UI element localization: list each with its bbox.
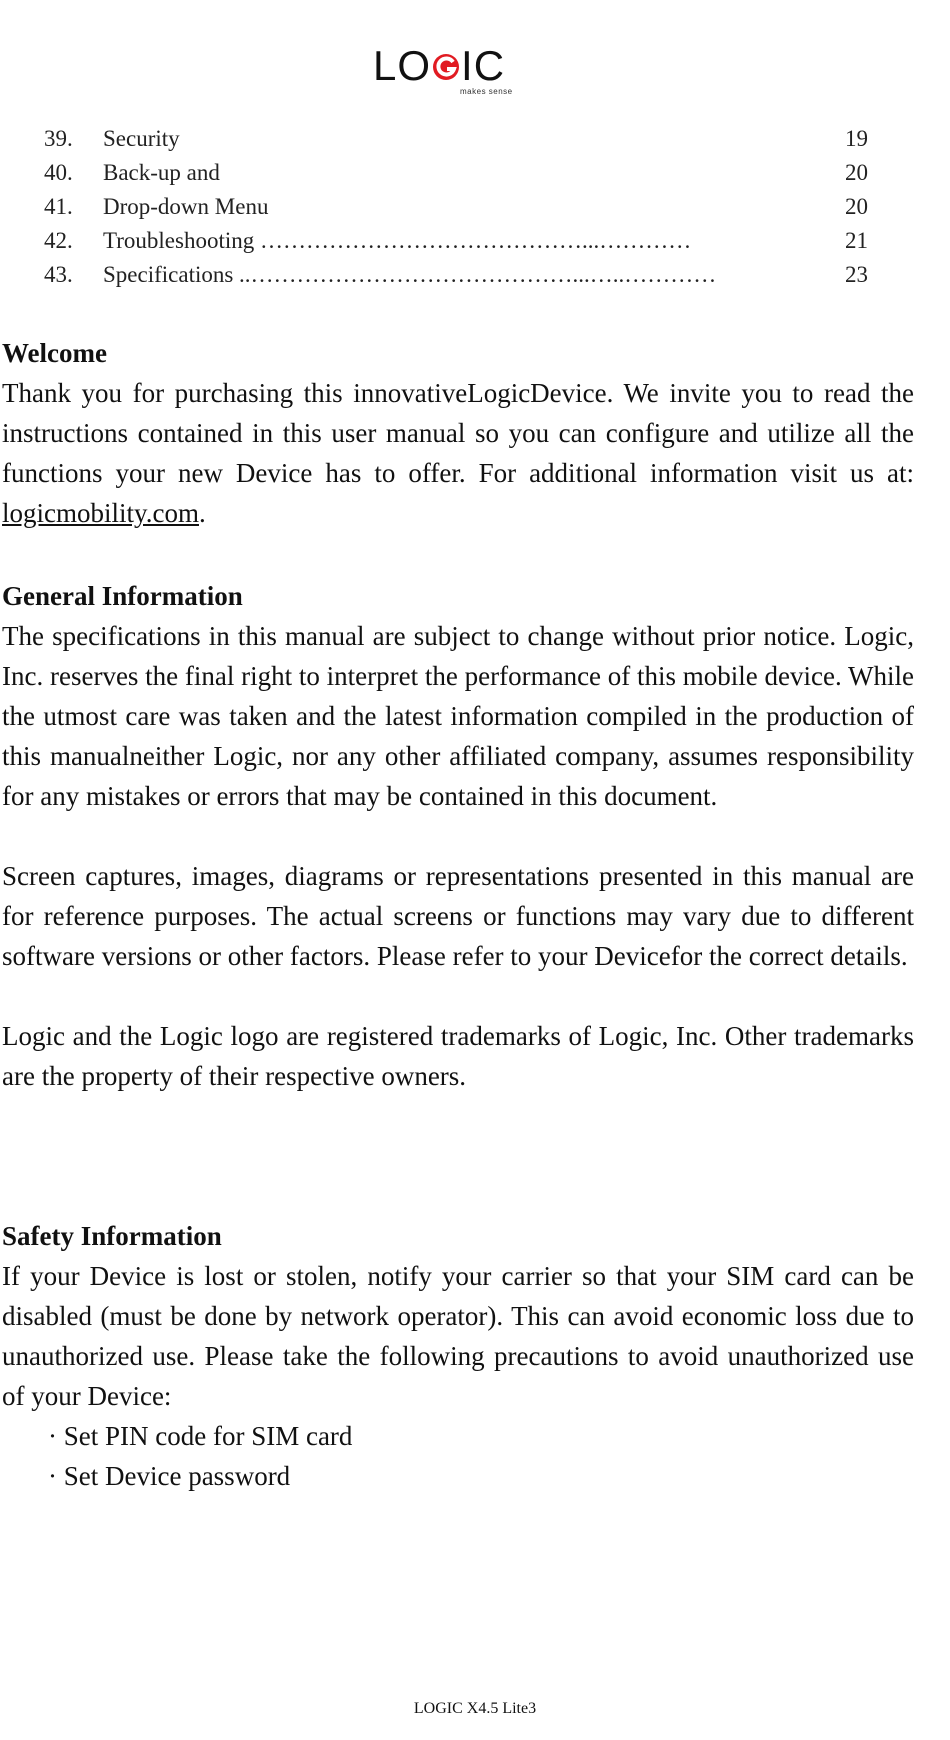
- logo-tagline: makes sense: [460, 87, 513, 96]
- toc-entry[interactable]: [44, 156, 876, 190]
- page-footer: LOGIC X4.5 Lite3: [413, 1700, 537, 1717]
- toc-page: 20: [845, 160, 868, 185]
- bullet-item: · Set PIN code for SIM card: [48, 1421, 353, 1451]
- general-information-section: [2, 576, 914, 1096]
- toc-page: 23: [845, 262, 868, 287]
- safety-paragraph: If your Device is lost or stolen, notify your carrier so that your SIM card can be disabled (must be done by network operator). This can avoid economic loss due to unauthorized use. Please take the following precautions to avoid unauthorized use of your Device:: [2, 1261, 914, 1411]
- toc-number: 43.: [44, 262, 73, 287]
- website-link[interactable]: logicmobility.com: [2, 498, 199, 528]
- logo-wordmark: [373, 42, 505, 90]
- general-information-heading: General Information: [2, 581, 243, 611]
- toc-entry[interactable]: [44, 224, 876, 258]
- safety-information-section: [2, 1216, 914, 1496]
- general-paragraph: Logic and the Logic logo are registered trademarks of Logic, Inc. Other trademarks are the property of their respective owners.: [2, 1021, 914, 1091]
- bullet-item: · Set Device password: [48, 1461, 291, 1491]
- toc-entry[interactable]: [44, 122, 876, 156]
- welcome-section: [2, 333, 914, 533]
- logo-g-icon: [431, 44, 461, 74]
- general-paragraph: Screen captures, images, diagrams or representations presented in this manual are for reference purposes. The actual screens or functions may vary due to different software versions or other factors. Please refer to your Devicefor the correct details.: [2, 861, 914, 971]
- toc-number: 42.: [44, 228, 73, 253]
- toc-number: 41.: [44, 194, 73, 219]
- toc-entry[interactable]: [44, 190, 876, 224]
- safety-information-heading: Safety Information: [2, 1221, 222, 1251]
- table-of-contents: [44, 122, 876, 292]
- toc-title: Back-up and: [103, 160, 220, 185]
- toc-entry[interactable]: [44, 258, 876, 292]
- toc-title: Drop-down Menu: [103, 194, 269, 219]
- toc-title: Security: [103, 126, 180, 151]
- logic-logo: [0, 42, 950, 98]
- toc-page: 19: [845, 126, 868, 151]
- welcome-heading: Welcome: [2, 338, 107, 368]
- toc-title: Specifications ..……………………………………...…..…………: [103, 262, 717, 287]
- welcome-paragraph: Thank you for purchasing this innovativeLogicDevice. We invite you to read the instructions contained in this user manual so you can configure and utilize all the functions your new Device has to offer. For additional information visit us at: logicmobility.com.: [2, 378, 914, 528]
- toc-number: 40.: [44, 160, 73, 185]
- toc-page: 21: [845, 228, 868, 253]
- toc-number: 39.: [44, 126, 73, 151]
- logo-text-left: LO: [373, 42, 432, 89]
- toc-title: Troubleshooting ……………………………………...…………: [103, 228, 692, 253]
- toc-page: 20: [845, 194, 868, 219]
- general-paragraph: The specifications in this manual are subject to change without prior notice. Logic, Inc. reserves the final right to interpret the performance of this mobile device. While the utmost care was taken and the latest information compiled in the production of this manualneither Logic, nor any other affiliated company, assumes responsibility for any mistakes or errors that may be contained in this document.: [2, 621, 914, 811]
- logo-text-right: IC: [461, 42, 506, 89]
